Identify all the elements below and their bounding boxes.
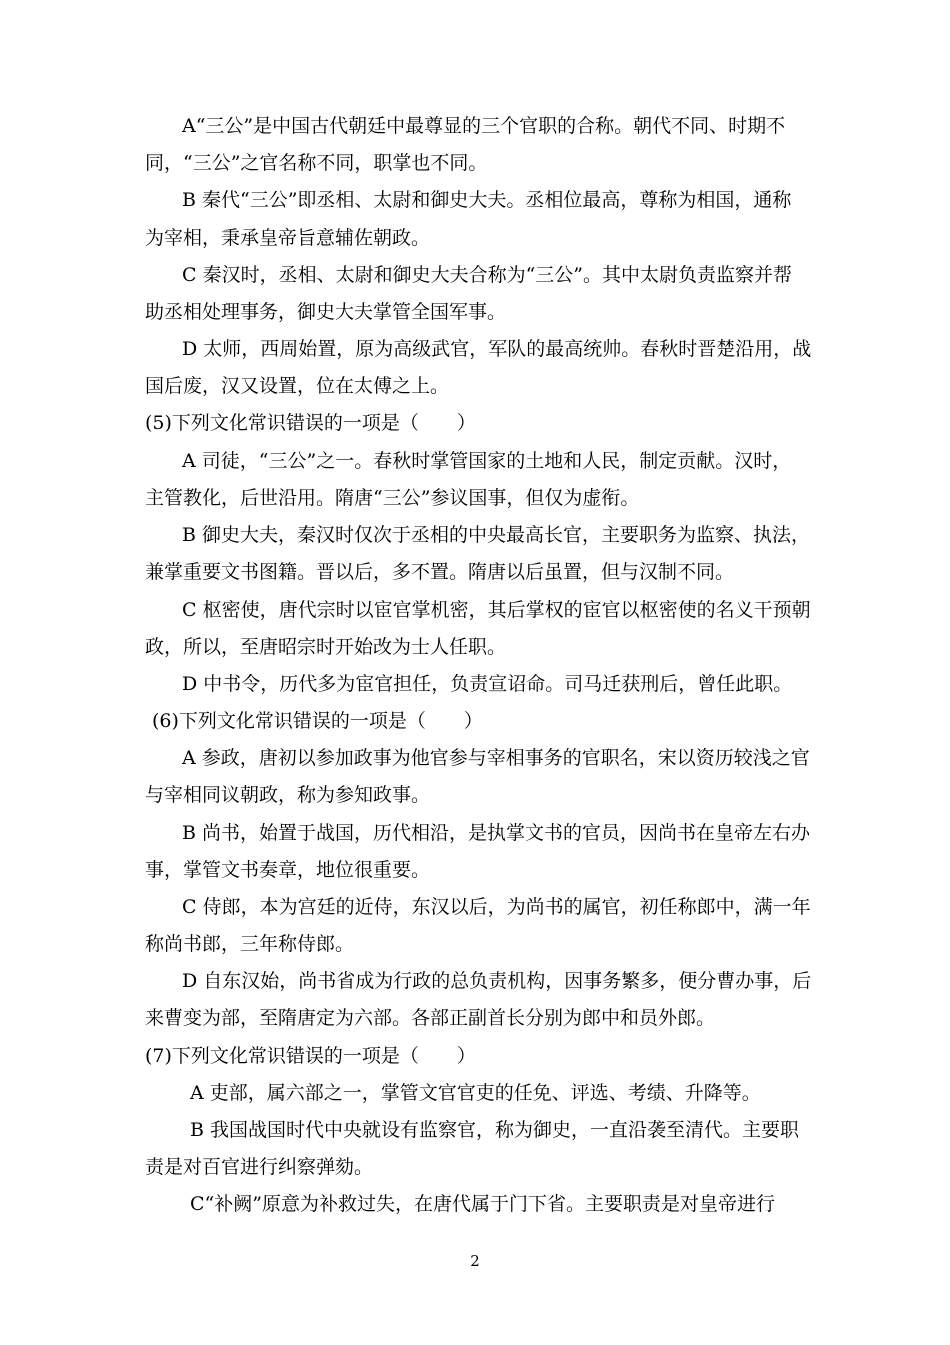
text-line: D 自东汉始，尚书省成为行政的总负责机构，因事务繁多，便分曹办事，后 — [182, 970, 812, 992]
text-line: 国后废，汉又设置，位在太傅之上。 — [145, 375, 450, 397]
text-line: C“补阙”原意为补救过失，在唐代属于门下省。主要职责是对皇帝进行 — [190, 1193, 775, 1215]
text-line: A 吏部，属六部之一，掌管文官官吏的任免、评选、考绩、升降等。 — [190, 1082, 761, 1104]
text-line: B 尚书，始置于战国，历代相沿，是执掌文书的官员，因尚书在皇帝左右办 — [182, 822, 811, 844]
text-line: A“三公”是中国古代朝廷中最尊显的三个官职的合称。朝代不同、时期不 — [182, 115, 786, 137]
text-line: 来曹变为部，至隋唐定为六部。各部正副首长分别为郎中和员外郎。 — [145, 1007, 716, 1029]
page-number: 2 — [470, 1252, 480, 1270]
text-line: 兼掌重要文书图籍。晋以后，多不置。隋唐以后虽置，但与汉制不同。 — [145, 561, 735, 583]
text-line: 与宰相同议朝政，称为参知政事。 — [145, 784, 431, 806]
question-heading: (6)下列文化常识错误的一项是（ ） — [152, 710, 483, 732]
text-line: D 中书令，历代多为宦官担任，负责宣诏命。司马迁获刑后，曾任此职。 — [182, 673, 793, 695]
text-line: B 我国战国时代中央就设有监察官，称为御史，一直沿袭至清代。主要职 — [190, 1119, 800, 1141]
text-line: 同，“三公”之官名称不同，职掌也不同。 — [145, 152, 488, 174]
text-line: D 太师，西周始置，原为高级武官，军队的最高统帅。春秋时晋楚沿用，战 — [182, 338, 812, 360]
text-line: B 御史大夫，秦汉时仅次于丞相的中央最高长官，主要职务为监察、执法， — [182, 524, 811, 546]
question-heading: (5)下列文化常识错误的一项是（ ） — [145, 412, 476, 434]
text-line: 为宰相，秉承皇帝旨意辅佐朝政。 — [145, 227, 431, 249]
text-line: C 枢密使，唐代宗时以宦官掌机密，其后掌权的宦官以枢密使的名义干预朝 — [182, 599, 811, 621]
text-line: 主管教化，后世沿用。隋唐“三公”参议国事，但仅为虚衔。 — [145, 487, 640, 509]
text-line: 事，掌管文书奏章，地位很重要。 — [145, 859, 431, 881]
text-line: C 秦汉时，丞相、太尉和御史大夫合称为“三公”。其中太尉负责监察并帮 — [182, 264, 793, 286]
text-line: 责是对百官进行纠察弹劾。 — [145, 1156, 374, 1178]
text-line: 称尚书郎，三年称侍郎。 — [145, 933, 355, 955]
text-line: 助丞相处理事务，御史大夫掌管全国军事。 — [145, 301, 507, 323]
text-line: B 秦代“三公”即丞相、太尉和御史大夫。丞相位最高，尊称为相国，通称 — [182, 189, 792, 211]
question-heading: (7)下列文化常识错误的一项是（ ） — [145, 1045, 476, 1067]
text-line: C 侍郎，本为宫廷的近侍，东汉以后，为尚书的属官，初任称郎中，满一年 — [182, 896, 811, 918]
text-line: A 司徒，“三公”之一。春秋时掌管国家的土地和人民，制定贡献。汉时， — [182, 450, 792, 472]
text-line: 政，所以，至唐昭宗时开始改为士人任职。 — [145, 636, 507, 658]
text-line: A 参政，唐初以参加政事为他官参与宰相事务的官职名，宋以资历较浅之官 — [182, 747, 810, 769]
